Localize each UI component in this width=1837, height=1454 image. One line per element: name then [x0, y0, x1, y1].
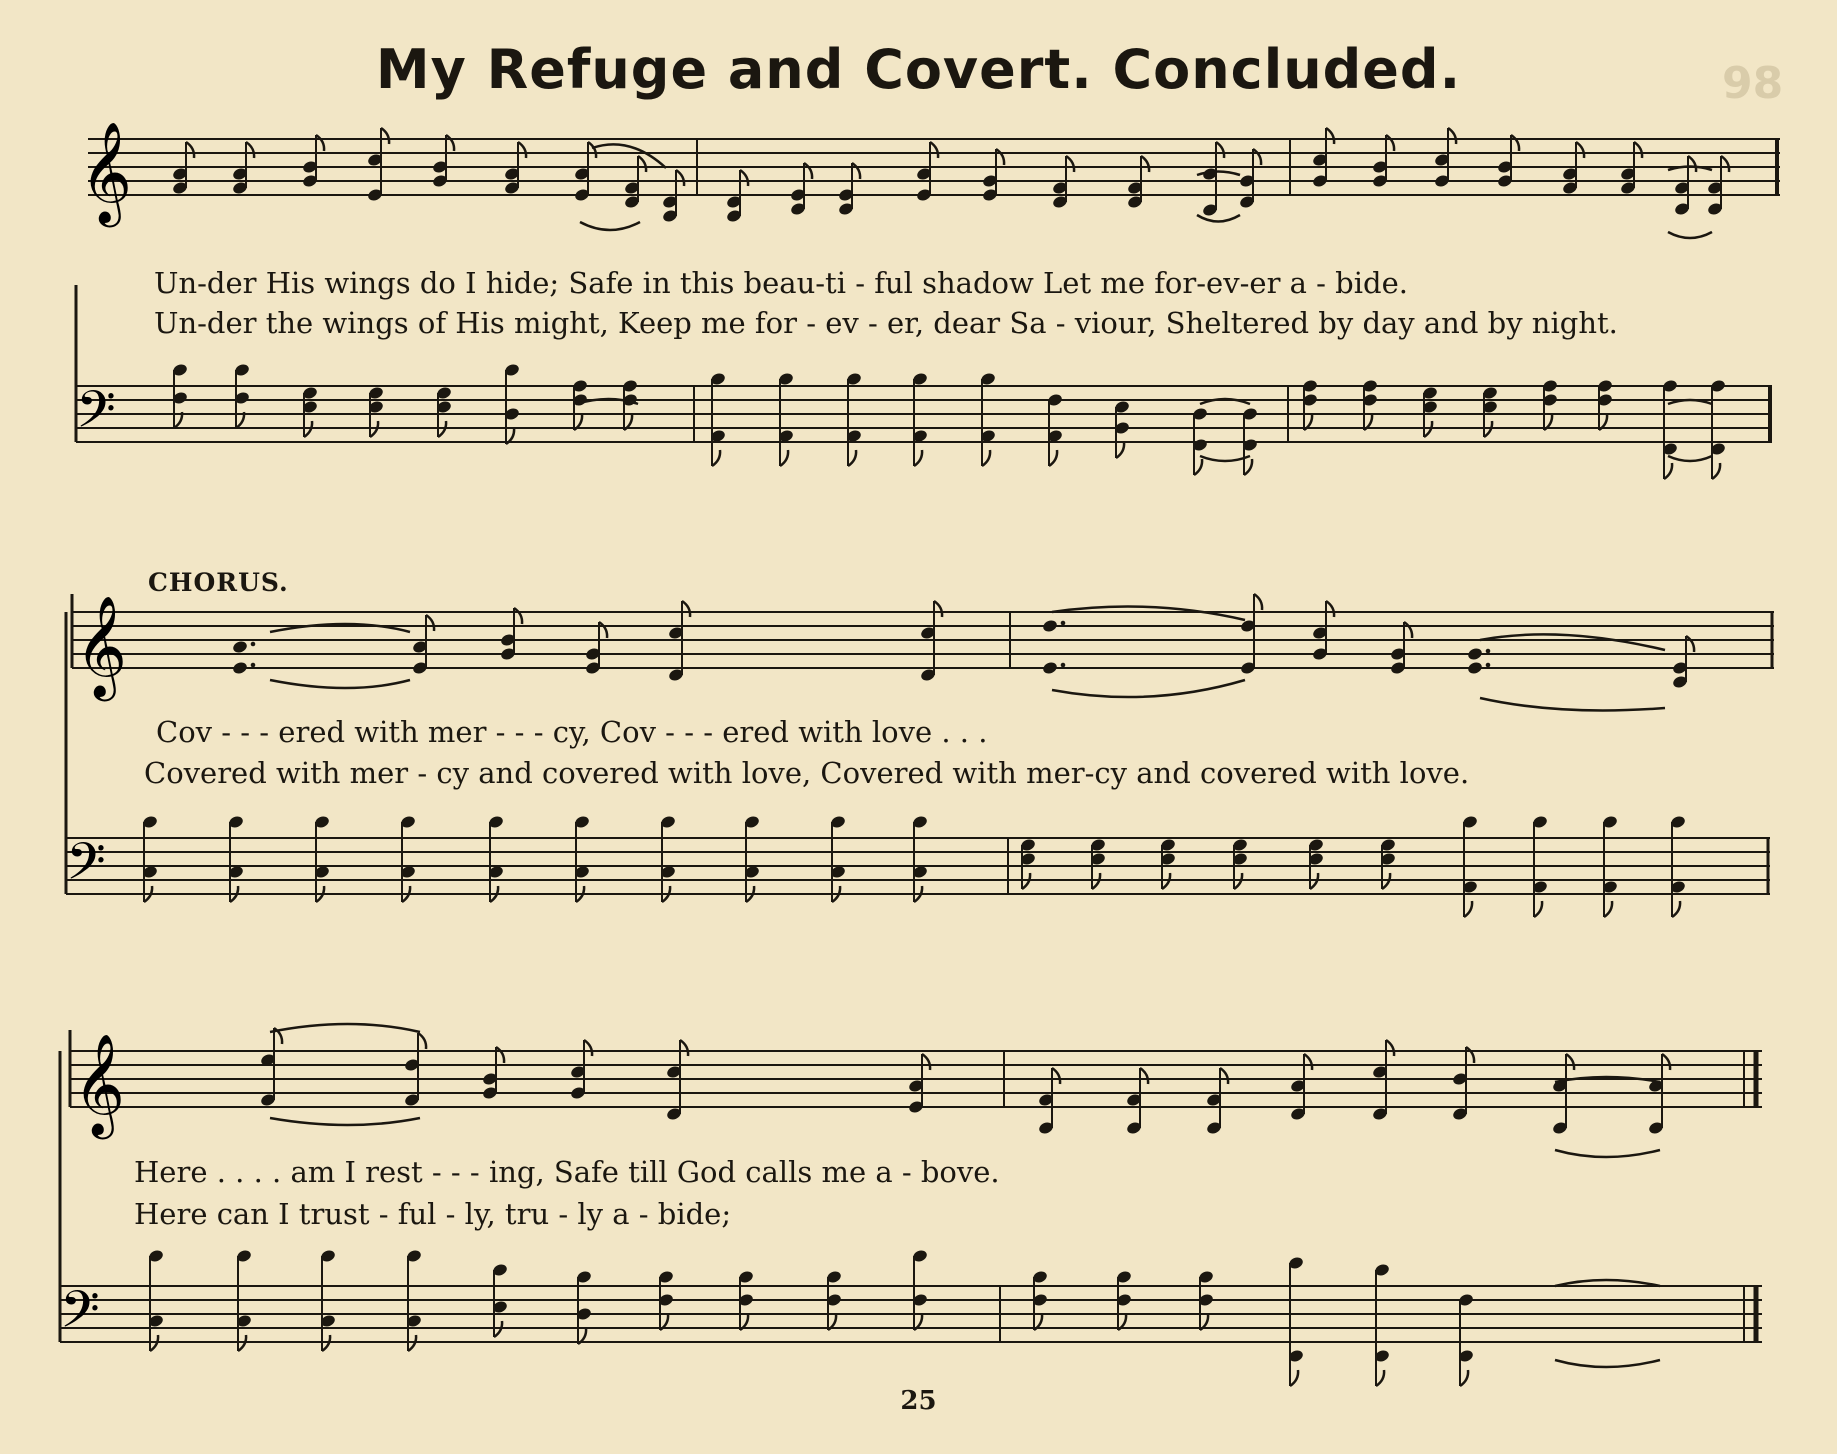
- note-flag: [1326, 128, 1334, 144]
- system-3: [60, 1030, 1762, 1352]
- note-flag: [638, 156, 646, 172]
- note-flag: [1721, 156, 1729, 172]
- tie: [1480, 634, 1665, 650]
- system-2-treble-staff: [72, 594, 1774, 702]
- note-flag: [1604, 901, 1612, 917]
- note-flag: [518, 142, 526, 158]
- note-flag: [1140, 1068, 1148, 1084]
- note-flag: [712, 450, 720, 466]
- note-flag: [1634, 142, 1642, 158]
- note-flag: [1688, 156, 1696, 172]
- note-flag: [588, 142, 596, 158]
- note-flag: [1386, 1040, 1394, 1056]
- dot: [1486, 649, 1491, 654]
- note-flag: [1194, 459, 1202, 475]
- note-head: [232, 640, 249, 655]
- note-flag: [1511, 135, 1519, 151]
- chorus-lyric-line-3: Here . . . . am I rest - - - ing, Safe till God calls me a - bove.: [134, 1155, 1000, 1189]
- tie: [270, 1118, 420, 1125]
- note-head: [1467, 647, 1484, 662]
- note-flag: [682, 601, 690, 617]
- note-flag: [1464, 901, 1472, 917]
- note-flag: [1244, 459, 1252, 475]
- tie: [1052, 607, 1245, 620]
- treble-clef-icon: 𝄞: [80, 120, 133, 223]
- note-flag: [1404, 622, 1412, 638]
- note-flag: [780, 450, 788, 466]
- tie: [1197, 215, 1240, 222]
- note-flag: [1664, 463, 1672, 479]
- note-flag: [1466, 1047, 1474, 1063]
- tie: [1480, 698, 1665, 710]
- system-2: [66, 594, 1774, 904]
- dot: [1061, 663, 1066, 668]
- page-title: My Refuge and Covert. Concluded.: [375, 38, 1462, 101]
- bass-clef-icon: 𝄢: [60, 1279, 100, 1352]
- note-flag: [1576, 142, 1584, 158]
- note-flag: [930, 142, 938, 158]
- note-flag: [1672, 901, 1680, 917]
- page-number: 25: [900, 1386, 937, 1416]
- treble-clef-icon: 𝄞: [73, 1032, 126, 1135]
- verse-1-lyric-line: Un-der His wings do I hide; Safe in this beau-ti - ful shadow Let me for-ev-er a - bide.: [154, 266, 1408, 300]
- note-flag: [246, 142, 254, 158]
- note-head: [232, 661, 249, 676]
- note-flag: [1141, 156, 1149, 172]
- note-flag: [1220, 1068, 1228, 1084]
- note-flag: [934, 601, 942, 617]
- note-flag: [1254, 594, 1262, 610]
- note-flag: [1049, 450, 1057, 466]
- note-head: [1042, 661, 1059, 676]
- verse-2-lyric-line: Un-der the wings of His might, Keep me for - ev - er, dear Sa - viour, Sheltered by day and by night.: [154, 306, 1618, 340]
- note-flag: [1216, 142, 1224, 158]
- note-flag: [1534, 901, 1542, 917]
- note-flag: [1052, 1068, 1060, 1084]
- tie: [1200, 456, 1250, 461]
- tie: [270, 680, 410, 688]
- note-flag: [426, 615, 434, 631]
- tie: [580, 222, 640, 230]
- tie: [1668, 232, 1712, 238]
- note-flag: [599, 622, 607, 638]
- note-flag: [996, 149, 1004, 165]
- tie: [1668, 167, 1712, 171]
- note-flag: [1290, 1370, 1298, 1386]
- bass-clef-icon: 𝄢: [66, 831, 106, 904]
- note-flag: [1376, 1370, 1384, 1386]
- tie: [270, 1024, 420, 1032]
- note-flag: [1460, 1370, 1468, 1386]
- tie: [1555, 1150, 1660, 1157]
- bleed-through-mark: 98: [1722, 58, 1784, 109]
- note-head: [1467, 661, 1484, 676]
- note-flag: [316, 135, 324, 151]
- dot: [251, 663, 256, 668]
- note-flag: [914, 450, 922, 466]
- note-flag: [584, 1040, 592, 1056]
- note-flag: [680, 1040, 688, 1056]
- note-flag: [496, 1047, 504, 1063]
- note-flag: [1448, 128, 1456, 144]
- note-flag: [418, 1033, 426, 1049]
- note-flag: [1566, 1054, 1574, 1070]
- note-flag: [1712, 463, 1720, 479]
- tie: [1555, 1360, 1660, 1367]
- treble-clef-icon: 𝄞: [75, 594, 128, 697]
- note-flag: [1253, 149, 1261, 165]
- note-flag: [676, 170, 684, 186]
- note-flag: [740, 170, 748, 186]
- dot: [1061, 621, 1066, 626]
- note-flag: [922, 1054, 930, 1070]
- note-head: [1042, 619, 1059, 634]
- note-flag: [1326, 601, 1334, 617]
- note-flag: [1116, 442, 1124, 458]
- note-flag: [804, 163, 812, 179]
- note-flag: [1686, 636, 1694, 652]
- note-flag: [1662, 1054, 1670, 1070]
- note-flag: [1386, 135, 1394, 151]
- bass-clef-icon: 𝄢: [76, 379, 116, 452]
- chorus-lyric-line-1: Cov - - - ered with mer - - - cy, Cov - - - ered with love . . .: [156, 715, 988, 749]
- dot: [251, 642, 256, 647]
- note-flag: [186, 142, 194, 158]
- chorus-label: CHORUS.: [148, 568, 289, 597]
- note-flag: [381, 128, 389, 144]
- dot: [1486, 663, 1491, 668]
- chorus-lyric-line-2: Covered with mer - cy and covered with love, Covered with mer-cy and covered with love.: [144, 756, 1470, 790]
- tie: [1668, 456, 1712, 461]
- tie: [1052, 680, 1245, 697]
- note-flag: [982, 450, 990, 466]
- note-flag: [848, 450, 856, 466]
- note-flag: [1304, 1054, 1312, 1070]
- note-flag: [852, 163, 860, 179]
- tie: [592, 144, 666, 168]
- note-flag: [1066, 156, 1074, 172]
- chorus-lyric-line-4: Here can I trust - ful - ly, tru - ly a - bide;: [134, 1197, 732, 1231]
- note-flag: [514, 608, 522, 624]
- note-flag: [446, 135, 454, 151]
